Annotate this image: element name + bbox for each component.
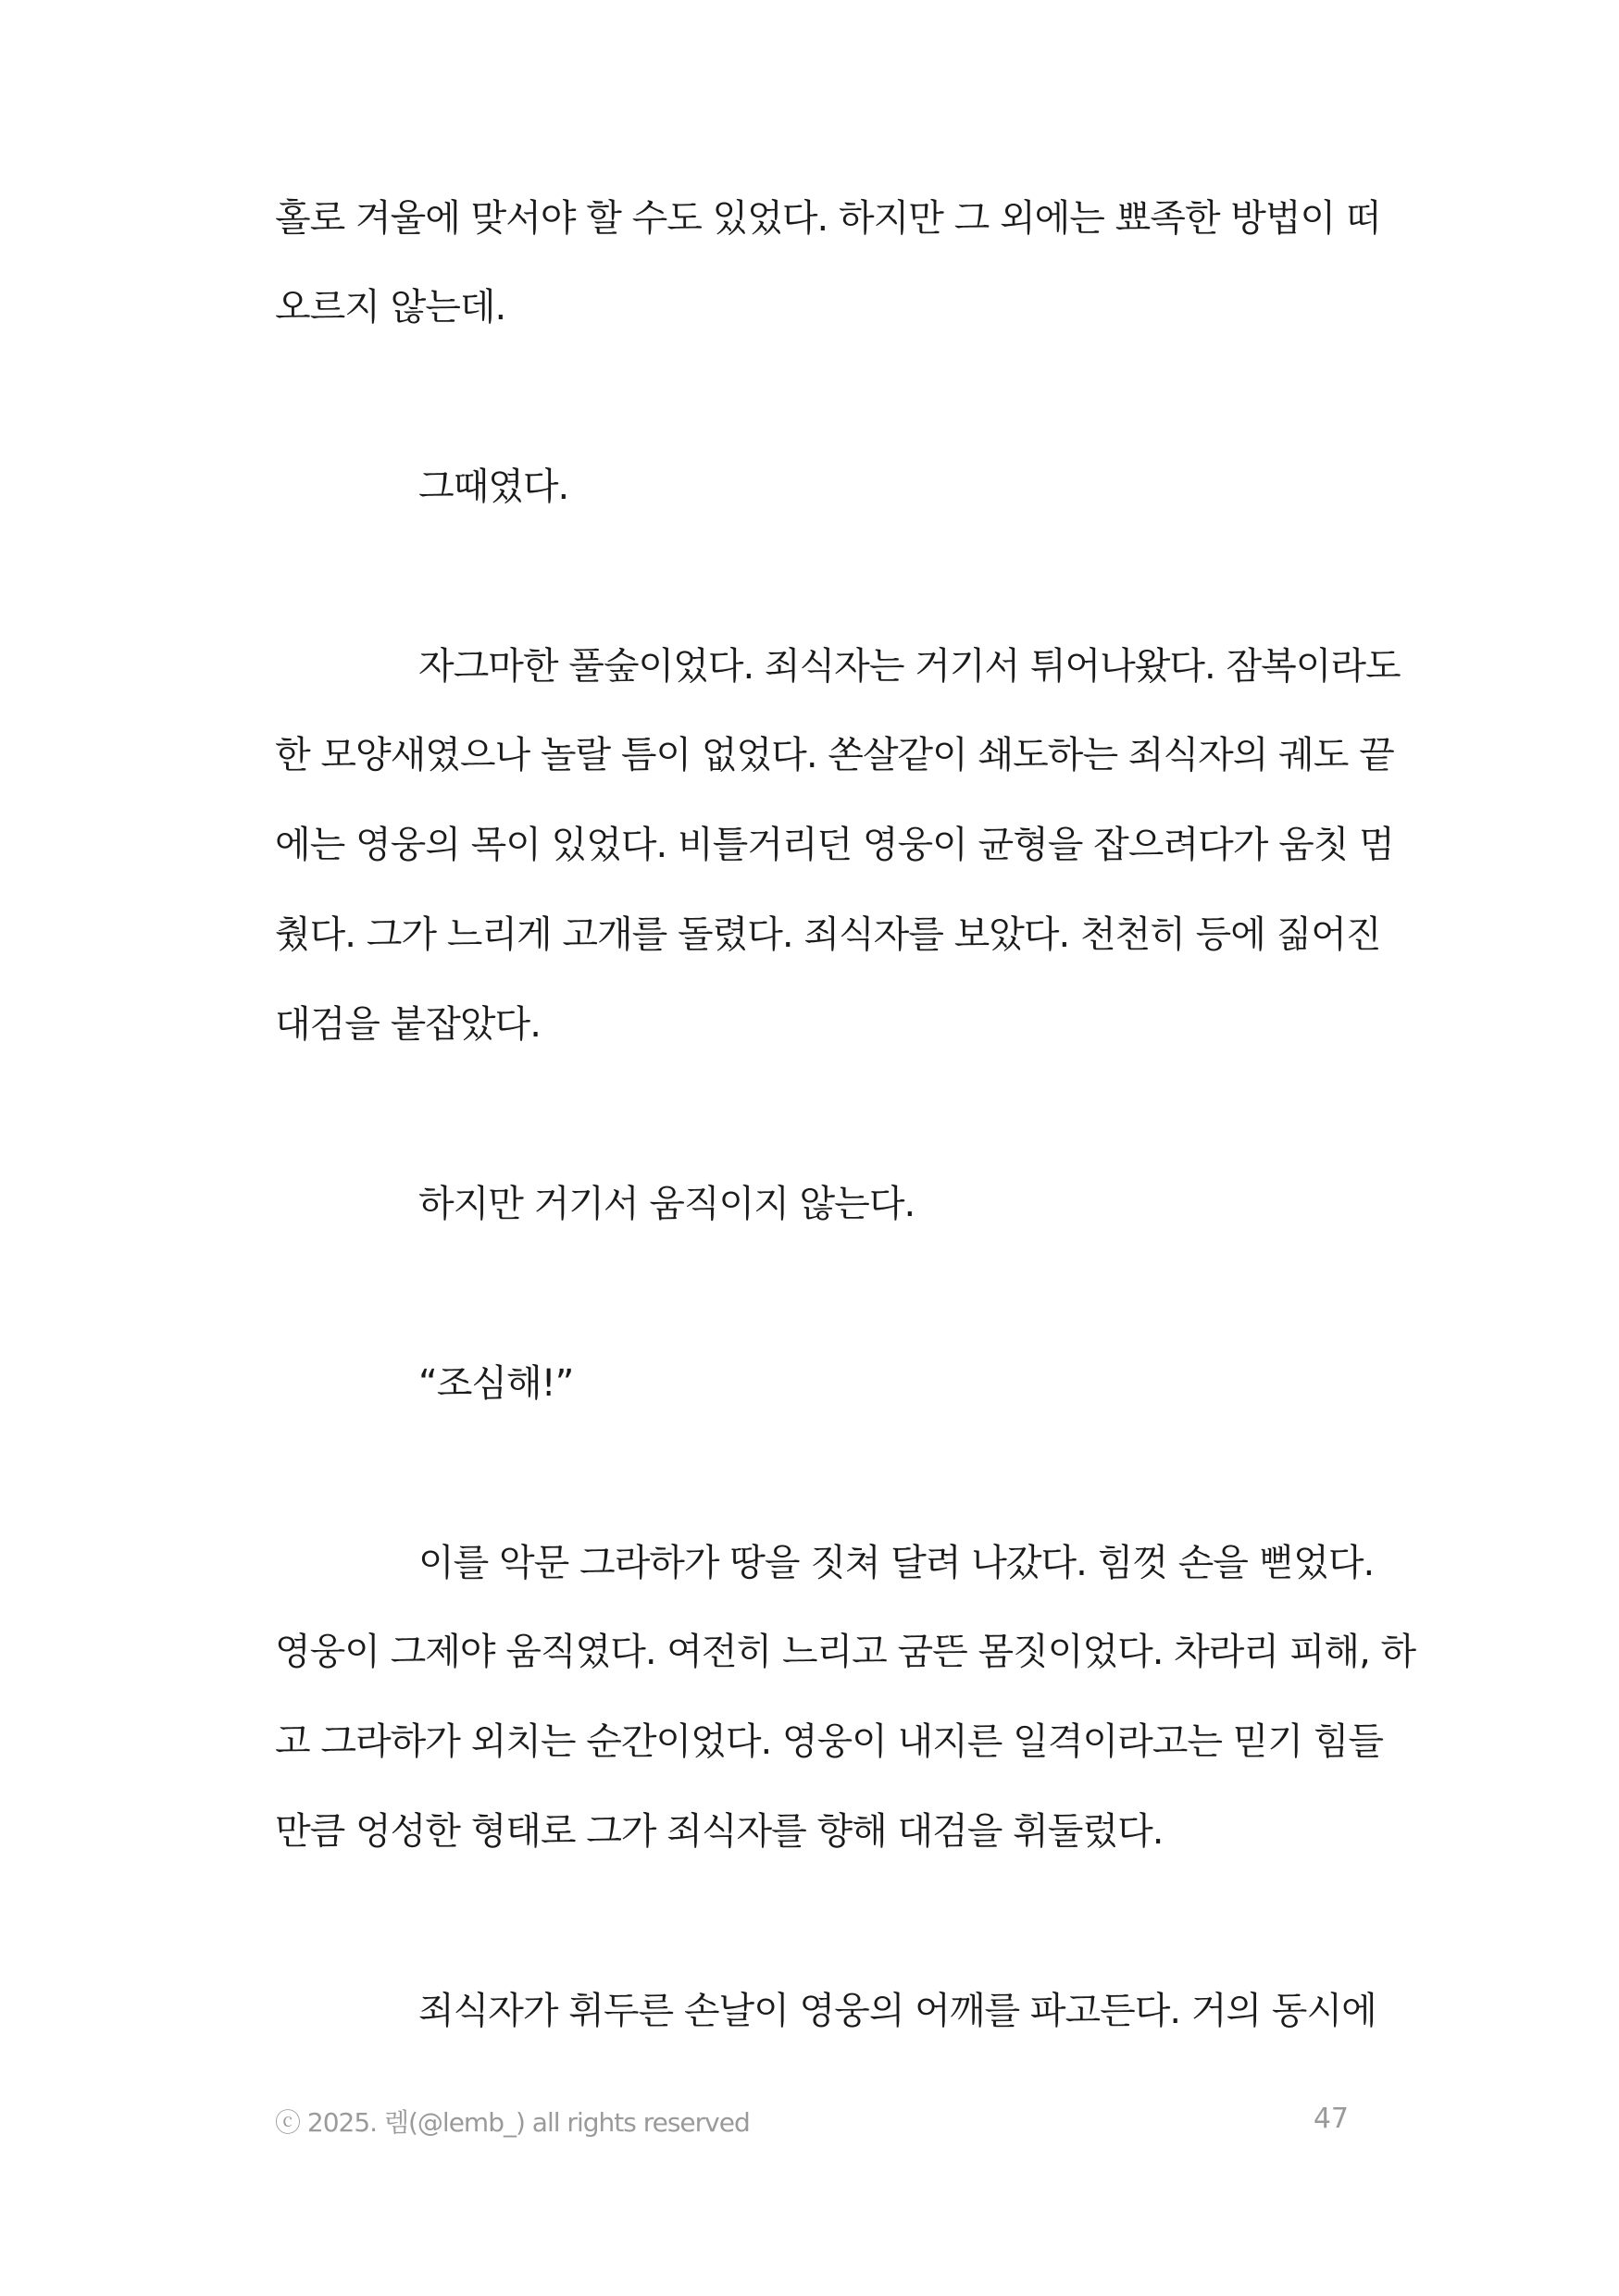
text-line: 한 모양새였으나 놀랄 틈이 없었다. 쏜살같이 쇄도하는 죄식자의 궤도 끝 [275,734,1394,776]
text-line: “조심해!” [418,1362,574,1405]
text-line: 만큼 엉성한 형태로 그가 죄식자를 향해 대검을 휘둘렀다. [275,1810,1164,1853]
text-line: 대검을 붙잡았다. [275,1003,541,1046]
page-number: 47 [1313,2103,1349,2135]
text-line: 자그마한 풀숲이었다. 죄식자는 거기서 튀어나왔다. 잠복이라도 [418,645,1401,688]
text-line: 영웅이 그제야 움직였다. 여전히 느리고 굼뜬 몸짓이었다. 차라리 피해, 하 [275,1631,1416,1673]
text-line: 그때였다. [418,465,569,508]
text-line: 하지만 거기서 움직이지 않는다. [418,1183,915,1225]
text-line: 죄식자가 휘두른 손날이 영웅의 어깨를 파고든다. 거의 동시에 [418,1990,1376,2032]
text-line: 췄다. 그가 느리게 고개를 돌렸다. 죄식자를 보았다. 천천히 등에 짊어진 [275,913,1381,956]
text-line: 오르지 않는데. [275,286,506,329]
text-line: 고 그라하가 외치는 순간이었다. 영웅이 내지른 일격이라고는 믿기 힘들 [275,1720,1383,1763]
text-line: 에는 영웅의 목이 있었다. 비틀거리던 영웅이 균형을 잡으려다가 움칫 멈 [275,824,1394,866]
text-line: 이를 악문 그라하가 땅을 짓쳐 달려 나갔다. 힘껏 손을 뻗었다. [418,1542,1375,1584]
copyright-notice: ⓒ 2025. 렘(@lemb_) all rights reserved [275,2107,750,2138]
text-line: 홀로 겨울에 맞서야 할 수도 있었다. 하지만 그 외에는 뾰족한 방법이 떠 [275,197,1381,240]
